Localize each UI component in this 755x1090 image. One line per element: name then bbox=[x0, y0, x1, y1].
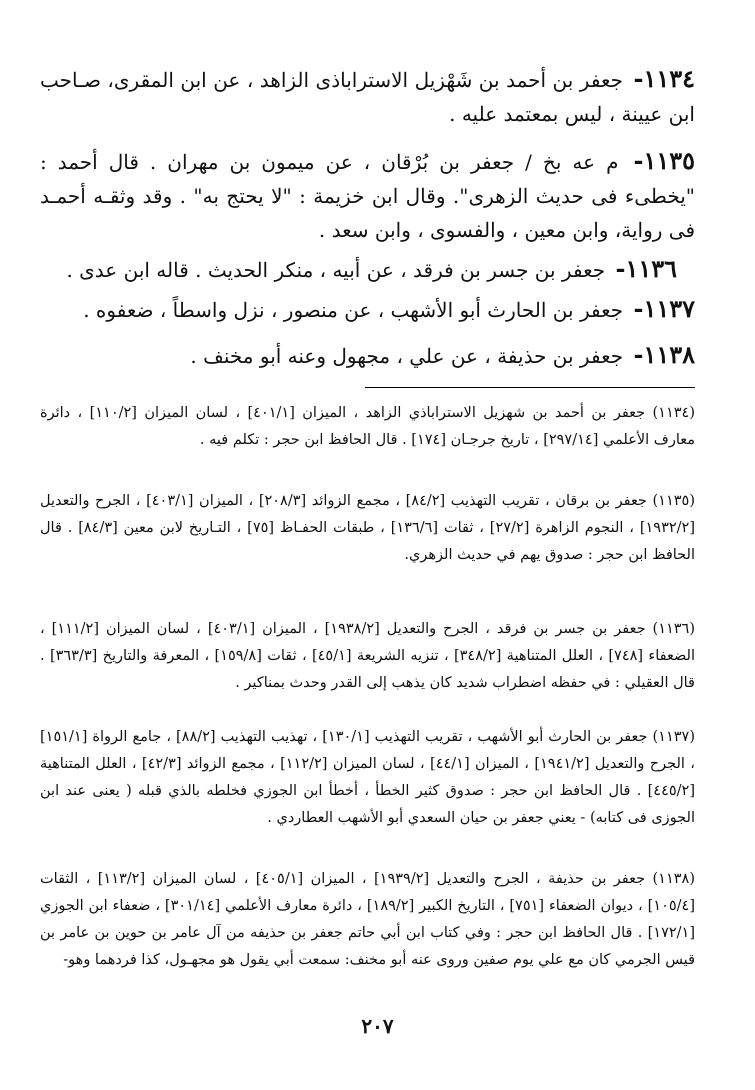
page-number: ٢٠٧ bbox=[361, 1014, 394, 1038]
entry-text: جعفر بن الحارث أبو الأشهب ، عن منصور ، نزل واسطاً ، ضعفوه . bbox=[83, 298, 624, 322]
entry-text: جعفر بن حذيفة ، عن علي ، مجهول وعنه أبو مخنف . bbox=[190, 344, 624, 368]
entry-text: جعفر بن جسر بن فرقد ، عن أبيه ، منكر الحديث . قاله ابن عدى . bbox=[66, 258, 606, 282]
entry-1137 bbox=[40, 292, 695, 327]
entry-number: ١١٣٦- bbox=[615, 254, 677, 283]
footnote-1137: (١١٣٧) جعفر بن الحارث أبو الأشهب ، تقريب التهذيب [١٣٠/١] ، تهذيب التهذيب [٨٨/٢] ، جامع الرواة [١٥١/١] ، الجرح والتعديل [١٩٤١/٢] ، الميزان [٤٤/١] ، لسان الميزان [١١٢/٢] ، مجمع الزوائد [٤٢/٣] ، العلل المتناهية [٤٤٥/٢] . قال الحافظ ابن حجر : صدوق كثير الخطأ ، أخطأ ابن الجوزي فخلطه بالذي قبله ( يعنى عند ابن الجوزى فى كتابه) - يعني جعفر بن حيان السعدي أبو الأشهب العطاردي . bbox=[40, 729, 695, 826]
footnote-1136: (١١٣٦) جعفر بن جسر بن فرقد ، الجرح والتعديل [١٩٣٨/٢] ، الميزان [٤٠٣/١] ، لسان الميزان [١١١/٢] ، الضعفاء [٧٤٨] ، العلل المتناهية [٣٤٨/٢] ، تنزيه الشريعة [٤٥/١] ، ثقات [١٥٩/٨] ، المعرفة والتاريخ [٣٦٣/٣] . قال العقيلي : في حفظه اضطراب شديد كان يذهب إلى القدر وحدث بمناكير . bbox=[40, 621, 696, 691]
footnote-separator bbox=[365, 387, 695, 388]
entry-1135 bbox=[40, 144, 695, 247]
entry-number: ١١٣٥- bbox=[633, 146, 695, 175]
entry-number: ١١٣٤- bbox=[633, 64, 695, 93]
entry-number: ١١٣٧- bbox=[633, 294, 695, 323]
entry-1138 bbox=[40, 338, 695, 373]
footnote-1135: (١١٣٥) جعفر بن برقان ، تقريب التهذيب [٨٤/٢] ، مجمع الزوائد [٢٠٨/٣] ، الميزان [٤٠٣/١] ، الجرح والتعديل [١٩٣٢/٢] ، النجوم الزاهرة [٢٧/٢] ، ثقات [١٣٦/٦] ، طبقات الحفـاظ [٧٥] ، التـاريخ لابن معين [٨٤/٣] . قال الحافظ ابن حجر : صدوق يهم في حديث الزهري. bbox=[40, 493, 695, 563]
entry-text: م عه بخ / جعفر بن بُرْقان ، عن ميمون بن مهران . قال أحمد : "يخطىء فى حديث الزهرى". وقال ابن خزيمة : "لا يحتج به" . وقد وثقـه أحمـد فى رواية، وابن معين ، والفسوى ، وابن سعد . bbox=[40, 150, 695, 242]
entry-1134 bbox=[40, 62, 695, 131]
footnote-1138: (١١٣٨) جعفر بن حذيفة ، الجرح والتعديل [١٩٣٩/٢] ، الميزان [٤٠٥/١] ، لسان الميزان [١١٣/٢] ، الثقات [١٠٥/٤] ، ديوان الضعفاء [٧٥١] ، التاريخ الكبير [١٨٩/٢] ، دائرة معارف الأعلمي [٣٠١/١٤] ، ضعفاء ابن الجوزي [١٧٢/١] . قال الحافظ ابن حجر : وفي كتاب ابن أبي حاتم جعفر بن حذيفه من آل عامر بن حوين بن عامر بن قيس الجرمي كان مع علي يوم صفين وروى عنه أبو مخنف: سمعت أبي يقول هو مجهـول، كذا فردهما وهو- bbox=[40, 871, 696, 968]
entry-1136 bbox=[40, 252, 677, 287]
entry-text: جعفر بن أحمد بن شَهْزيل الاستراباذى الزاهد ، عن ابن المقرى، صـاحب ابن عيينة ، ليس بمعتمد عليه . bbox=[40, 68, 695, 126]
entry-number: ١١٣٨- bbox=[633, 340, 695, 369]
footnote-1134: (١١٣٤) جعفر بن أحمد بن شهزيل الاستراباذي الزاهد ، الميزان [٤٠١/١] ، لسان الميزان [١١٠/٢] ، دائرة معارف الأعلمي [٢٩٧/١٤] ، تاريخ جرجـان [١٧٤] . قال الحافظ ابن حجر : تكلم فيه . bbox=[40, 405, 695, 448]
